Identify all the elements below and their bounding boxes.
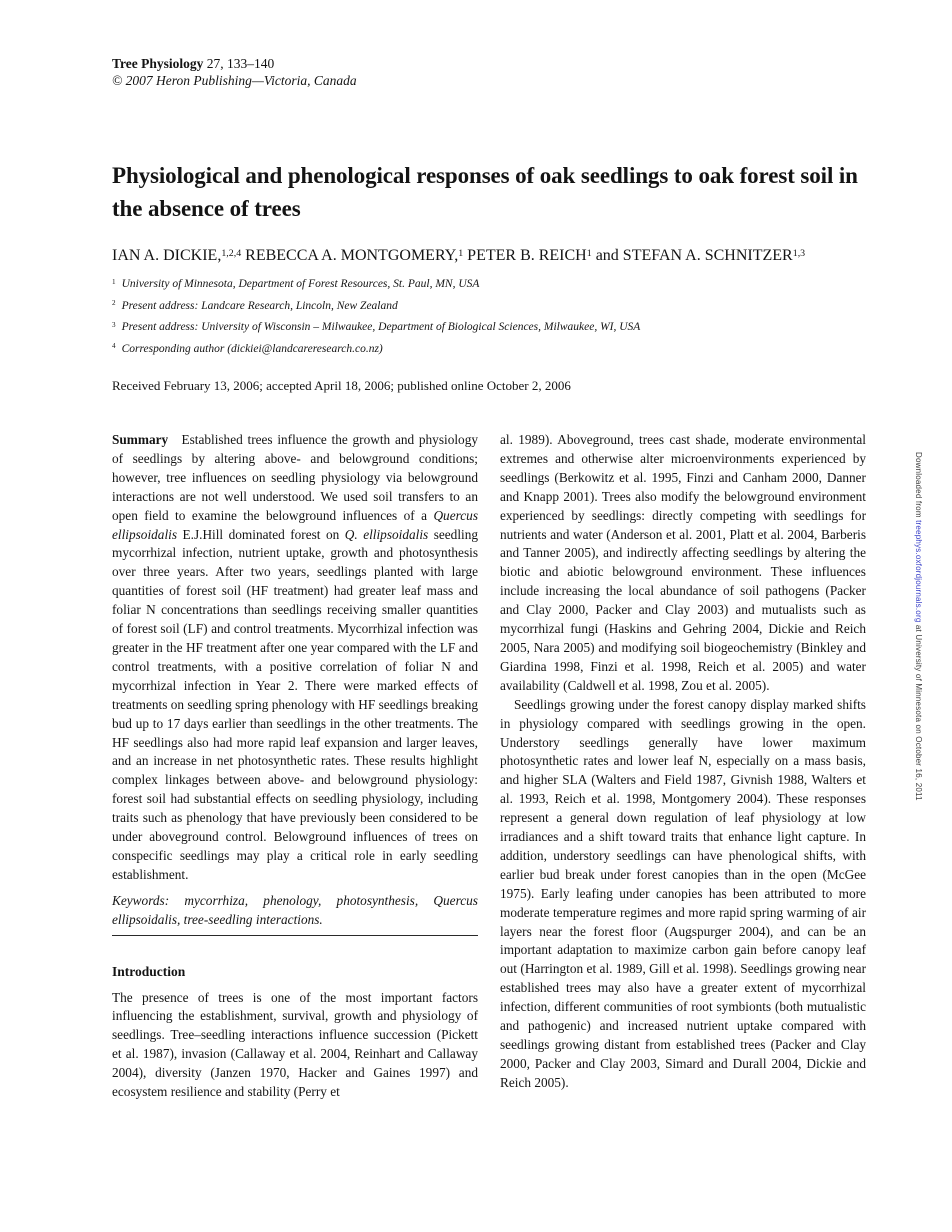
keywords-paragraph: Keywords: mycorrhiza, phenology, photosynthesis, Quercus ellipsoidalis, tree-seedling interactions.	[112, 892, 478, 927]
text-run: at University of Minnesota on October 16, 2011	[914, 622, 923, 801]
text-run: seedling mycorrhizal infection, nutrient uptake, growth and photosynthesis over three years. After two years, seedlings planted with large quantities of forest soil (HF treatment) had greater leaf mass and foliar N concentrations than seedlings receiving smaller quantities of forest soil (LF) and control treatments. Mycorrhizal infection was greater in the HF treatment after one year compared with the LF and control treatments, with a positive correlation of foliar N and mycorrhizal infection in Year 2. There were marked effects of treatments on seedling spring phenology with HF seedlings breaking bud up to 17 days earlier than seedlings in the other treatments. The HF seedlings also had more rapid leaf expansion and larger leaves, and an increase in net photosynthetic rates. These results highlight complex linkages between above- and belowground physiology: forest soil had substantial effects on seedling physiology, including traits such as phenology that have previously been considered to be under aboveground control. Belowground influences of trees on conspecific seedlings may play a critical role in early seedling establishment.	[112, 526, 479, 882]
text-run: Established trees influence the growth and physiology of seedlings by altering above- and belowground conditions; however, tree influences on seedling physiology via belowground interactions are not well understood. We used soil transfers to an open field to examine the belowground influences of a	[112, 432, 478, 523]
left-column	[112, 431, 478, 1102]
author-line	[112, 241, 866, 270]
affiliation-text: Present address: University of Wisconsin – Milwaukee, Department of Biological Sciences, Milwaukee, WI, USA	[121, 321, 641, 333]
watermark-journal-link[interactable]: treephys.oxfordjournals.org	[914, 520, 923, 623]
affiliation-text: University of Minnesota, Department of Forest Resources, St. Paul, MN, USA	[121, 278, 480, 290]
text-run: PETER B. REICH	[463, 247, 587, 264]
text-run: Downloaded from	[914, 452, 923, 521]
text-run: Quercus ellipsoidalis	[112, 507, 478, 542]
affiliations-list	[112, 274, 866, 360]
text-run: REBECCA A. MONTGOMERY,	[241, 247, 459, 264]
journal-masthead	[112, 55, 866, 89]
text-run: 1	[586, 247, 592, 259]
article-body	[112, 431, 866, 1102]
introduction-heading: Introduction	[112, 963, 186, 979]
right-column	[500, 431, 866, 1102]
affiliation-marker: 3	[112, 320, 116, 329]
affiliation-line	[112, 317, 866, 339]
affiliation-text: Corresponding author (dickiei@landcareresearch.co.nz)	[121, 342, 383, 355]
text-run: and STEFAN A. SCHNITZER	[591, 247, 793, 264]
affiliation-marker: 2	[112, 299, 116, 308]
introduction-paragraph: The presence of trees is one of the most important factors influencing the establishment, survival, growth and physiology of seedlings. Tree–seedling interactions influence succession (Pickett et al. 1987), invasion (Callaway et al. 2004, Reinhart and Callaway 2004), diversity (Janzen 1970, Hacker and Gaines 1997) and ecosystem resilience and stability (Perry et	[112, 989, 478, 1100]
journal-issue-pages: 27, 133–140	[203, 56, 275, 71]
text-run: 1,3	[792, 247, 806, 259]
affiliation-line	[112, 296, 866, 318]
text-run: Q. ellipsoidalis	[344, 526, 429, 542]
affiliation-text: Present address: Landcare Research, Lincoln, New Zealand	[121, 299, 398, 312]
affiliation-marker: 4	[112, 342, 116, 351]
article-title: Physiological and phenological responses of oak seedlings to oak forest soil in the absence of trees	[112, 163, 858, 221]
journal-citation-line	[112, 55, 866, 72]
summary-paragraph	[112, 431, 478, 885]
text-run: IAN A. DICKIE,	[112, 247, 222, 264]
affiliation-marker: 1	[112, 277, 116, 286]
text-run: Summary	[112, 432, 169, 447]
journal-name: Tree Physiology	[112, 56, 204, 71]
text-run: 1	[458, 247, 464, 259]
text-run: 1,2,4	[221, 247, 242, 259]
download-watermark	[914, 452, 923, 801]
copyright-line: © 2007 Heron Publishing—Victoria, Canada	[112, 73, 357, 88]
keywords-divider	[112, 935, 478, 936]
received-line: Received February 13, 2006; accepted April 18, 2006; published online October 2, 2006	[112, 378, 571, 393]
body-paragraph-2: Seedlings growing under the forest canopy display marked shifts in physiology compared with seedlings growing in the open. Understory seedlings generally have lower maximum photosynthetic rates and lower leaf N, especially on a mass basis, and higher SLA (Walters and Field 1987, Givnish 1988, Walters et al. 1993, Reich et al. 1998, Montgomery 2004). These responses represent a general down regulation of leaf physiology at low irradiances and a shift toward traits that enhance light capture. In addition, understory seedlings can have phenological shifts, with earlier bud break under forest canopies than in the open (McGee 1975). Early leafing under canopies has been attributed to more moderate temperature regimes and more rapid spring warming of air layers near the forest floor (Augspurger 2004), and can be an important adaptation to maximize carbon gain before canopy leaf out (Harrington et al. 1989, Gill et al. 1998). Seedlings growing near established trees may also have a greater extent of mycorrhizal infection, different communities of root symbionts (both mutualistic and pathogenic) and increased nutrient uptake compared with seedlings growing distant from established trees (Packer and Clay 2000, Packer and Clay 2003, Simard and Durall 2004, Dickie and Reich 2005).	[500, 696, 866, 1090]
text-run: E.J.Hill dominated forest on	[177, 526, 345, 542]
affiliation-line	[112, 339, 866, 361]
page-content	[112, 0, 866, 1102]
affiliation-line	[112, 274, 866, 296]
body-paragraph-1: al. 1989). Aboveground, trees cast shade, moderate environmental extremes and otherwise alter microenvironments experienced by seedlings (Berkowitz et al. 1995, Finzi and Canham 2000, Danner and Knapp 2001). Trees also modify the belowground environment experienced by seedlings: directly competing with seedlings for nutrients and water (Anderson et al. 2001, Platt et al. 2004, Barberis and Tanner 2005), and indirectly affecting seedlings by altering the biotic and abiotic belowground environment. These influences include increasing the local abundance of soil pathogens (Packer and Clay 2000, Packer and Clay 2003) and mutualists such as mycorrhizal fungi (Haskins and Gehring 2004, Dickie and Reich 2005, Nara 2005) and modifying soil biogeochemistry (Binkley and Giardina 1998, Finzi et al. 1998, Reich et al. 2005) and water availability (Caldwell et al. 1998, Zou et al. 2005).	[500, 432, 866, 693]
